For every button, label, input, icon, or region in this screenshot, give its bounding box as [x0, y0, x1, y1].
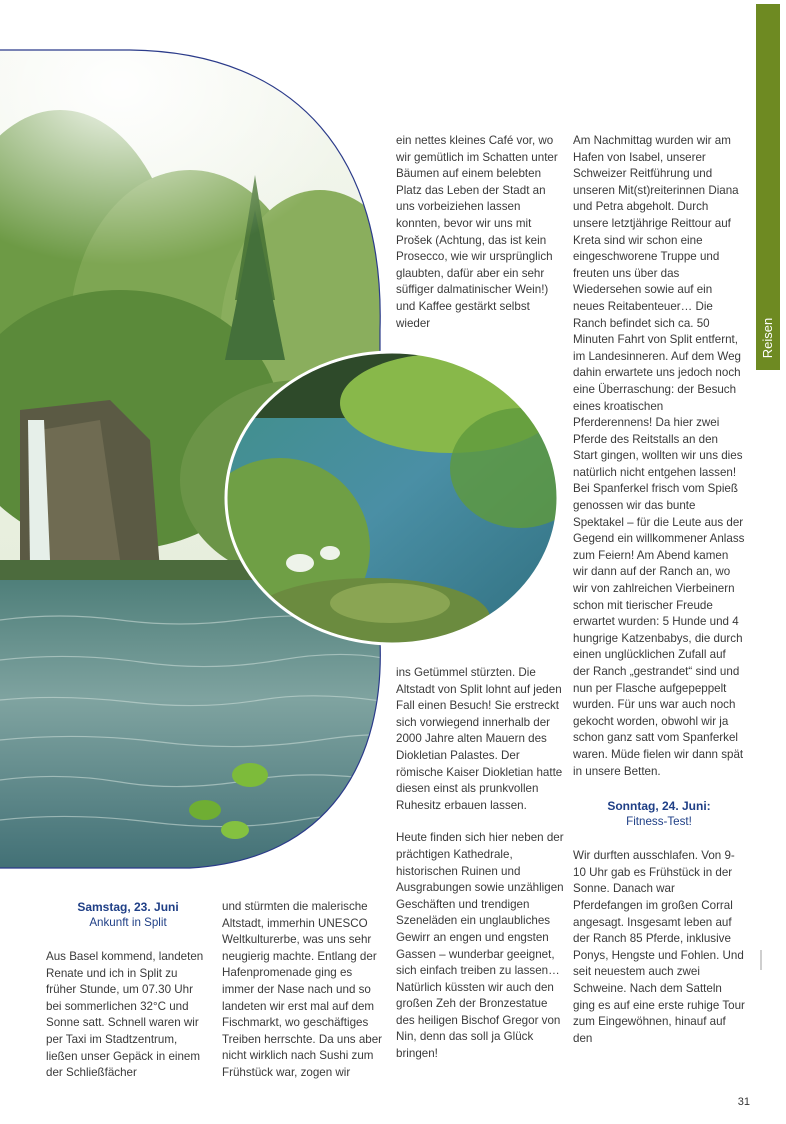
column-left-bottom	[46, 899, 210, 1082]
section-tab-label: Reisen	[760, 317, 775, 359]
paragraph: ein nettes kleines Café vor, wo wir gemütlich im Schatten unter Bäumen auf einem belebten Platz das Leben der Stadt an uns vorbeiziehen lassen konnten, bevor wir uns mit Prošek (Achtung, das ist kein Prosecco, wie wir ursprünglich glaubten, dafür aber ein sehr süffiger dalmatinischer Wein!) und Kaffee gestärkt selbst wieder	[396, 134, 558, 330]
section-heading: Samstag, 23. Juni	[77, 900, 179, 914]
paragraph: Am Nachmittag wurden wir am Hafen von Isabel, unserer Schweizer Reitführung und unseren Mit(st)reiterinnen Diana und Petra abgeholt. Durch unsere letztjährige Reittour auf Kreta sind wir schon eine eingeschworene Truppe und freuten uns über das Wiedersehen sowie auf ein neues Reitabenteuer… Die Ranch befindet sich ca. 50 Minuten Fahrt von Split entfernt, im Landesinneren. Auf dem Weg dahin erwartete uns jedoch noch eine Überraschung: der Besuch eines kroatischen Pferderennens! Da hier zwei Pferde des Reitstalls an den Start gingen, wollten wir uns dies natürlich nicht entgehen lassen! Bei Spanferkel frisch vom Spieß genossen wir das bunte Spektakel – für die Leute aus der Gegend ein willkommener Anlass zum Feiern! Am Abend kamen wir dann auf der Ranch an, wo wir von zahlreichen Vierbeinern schon mit tierischer Freude erwartet wurden: 5 Hunde und 4 hungrige Katzenbabys, die durch einen unglücklichen Zufall auf der Ranch „gestrandet“ sind und nun per Flasche aufgepeppelt wurden. Für uns war auch noch gekocht worden, obwohl wir ja schon ganz satt vom Spanferkel waren. Müde fielen wir dann spät in unsere Betten.	[573, 134, 745, 778]
gutter-mark	[760, 950, 762, 970]
paragraph: Heute finden sich hier neben der prächtigen Kathedrale, historischen Ruinen und Ausgrabungen sowie unzähligen Geschäften und trendigen Szeneläden ein unglaubliches Gewirr an engen und engsten Gassen – wunderbar geeignet, sich einfach treiben zu lassen… Natürlich küssten wir auch den großen Zeh der Bronzestatue des heiligen Bischof Gregor von Nin, denn das soll ja Glück bringen!	[396, 831, 564, 1061]
lake-inset-photo	[220, 348, 565, 648]
paragraph: Wir durften ausschlafen. Von 9-10 Uhr gab es Frühstück in der Sonne. Danach war Pferdefangen im großen Corral angesagt. Insgesamt leben auf der Ranch 85 Pferde, inklusive Ponys, Hengste und Fohlen. Und seit neuestem auch zwei Schweine. Nach dem Satteln ging es auf eine erste ruhige Tour zum Eingewöhnen, hinauf auf den	[573, 849, 745, 1045]
section-subheading: Fitness-Test!	[626, 815, 692, 829]
paragraph: und stürmten die malerische Altstadt, immerhin UNESCO Weltkulturerbe, was uns sehr neugierig machte. Entlang der Hafenpromenade ging es immer der Nase nach und so landeten wir erst mal auf dem Fischmarkt, wo geschäftiges Treiben herrschte. Da uns aber nicht wirklich nach Sushi zum Frühstück war, zogen wir	[222, 900, 383, 1079]
section-tab	[756, 4, 780, 370]
section-heading: Sonntag, 24. Juni:	[607, 799, 711, 814]
column-middle-bottom	[396, 665, 566, 1063]
paragraph: ins Getümmel stürzten. Die Altstadt von Split lohnt auf jeden Fall einen Besuch! Sie erstreckt sich vorwiegend innerhalb der 2000 Jahre alten Mauern des Diokletian Palastes. Der römische Kaiser Diokletian hatte diesen einst als prunkvollen Ruhesitz erbauen lassen.	[396, 666, 563, 812]
column-left2-bottom	[222, 899, 386, 1082]
saturday-heading-block	[46, 899, 210, 931]
column-right	[573, 133, 745, 1047]
page-number: 31	[737, 1096, 750, 1108]
paragraph: Aus Basel kommend, landeten Renate und ich in Split zu früher Stunde, um 07.30 Uhr bei sommerlichen 32°C und Sonne satt. Schnell waren wir per Taxi im Stadtzentrum, ließen unser Gepäck in einem der Schließfächer	[46, 950, 204, 1080]
sunday-heading-block	[573, 798, 745, 830]
column-middle-top	[396, 133, 560, 332]
section-subheading: Ankunft in Split	[89, 916, 167, 929]
